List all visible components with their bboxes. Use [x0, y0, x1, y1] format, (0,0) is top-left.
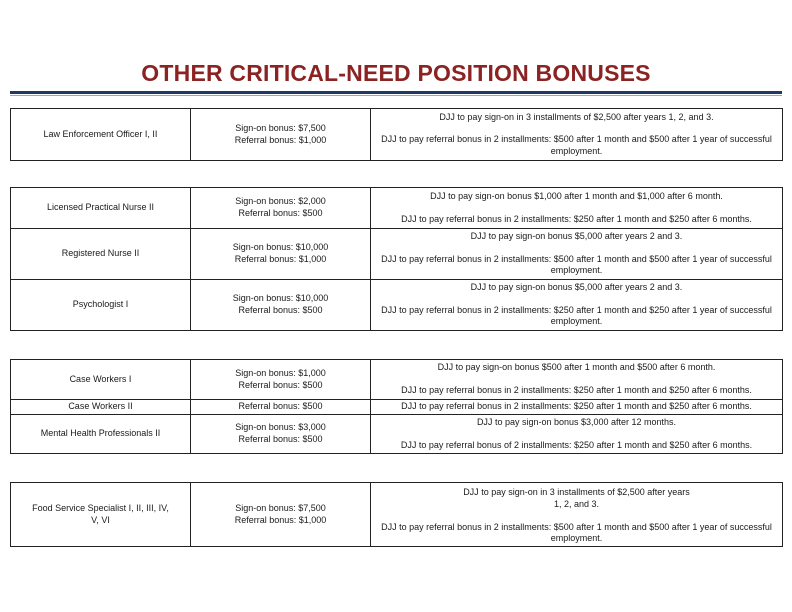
signon-bonus: Sign-on bonus: $2,000 [235, 196, 326, 207]
payment-cell [371, 483, 783, 547]
payment-signon: DJJ to pay sign-on in 3 installments of $2,500 after years 1, 2, and 3. [463, 487, 690, 509]
payment-cell [371, 400, 783, 415]
payment-signon: DJJ to pay sign-on bonus $5,000 after years 2 and 3. [470, 231, 683, 242]
payment-cell [371, 109, 783, 161]
referral-bonus: Referral bonus: $1,000 [234, 134, 327, 145]
signon-bonus: Sign-on bonus: $3,000 [235, 422, 326, 433]
payment-cell [371, 280, 783, 331]
bonus-cell [191, 188, 371, 229]
signon-bonus: Sign-on bonus: $10,000 [232, 293, 329, 304]
table-row [11, 188, 783, 229]
position-cell: Food Service Specialist I, II, III, IV, V, VI [11, 483, 191, 547]
bonus-table-medical [10, 187, 783, 331]
bonus-cell [191, 415, 371, 454]
payment-cell [371, 360, 783, 400]
referral-bonus: Referral bonus: $1,000 [234, 254, 327, 264]
title-divider-thin [10, 95, 782, 96]
payment-signon: DJJ to pay sign-on bonus $1,000 after 1 month and $1,000 after 6 month. [430, 190, 723, 201]
bonus-cell [191, 109, 371, 161]
bonus-table-food-service [10, 482, 783, 547]
table-row [11, 483, 783, 547]
position-cell: Law Enforcement Officer I, II [11, 109, 191, 161]
bonus-cell [191, 229, 371, 280]
payment-referral: DJJ to pay referral bonus in 2 installments: $250 after 1 month and $250 after 1 year of successful employment. [381, 304, 772, 327]
payment-referral: DJJ to pay referral bonus in 2 installments: $500 after 1 month and $500 after 1 year of successful employment. [381, 521, 772, 544]
payment-cell [371, 188, 783, 229]
signon-bonus: Sign-on bonus: $10,000 [232, 242, 329, 253]
position-cell: Psychologist I [11, 280, 191, 331]
signon-bonus: Sign-on bonus: $7,500 [235, 502, 326, 513]
page-title: OTHER CRITICAL-NEED POSITION BONUSES [141, 60, 651, 86]
referral-bonus: Referral bonus: $1,000 [234, 514, 327, 525]
referral-bonus: Referral bonus: $500 [238, 401, 323, 412]
table-row [11, 109, 783, 161]
payment-cell [371, 229, 783, 280]
payment-referral: DJJ to pay referral bonus in 2 installments: $500 after 1 month and $500 after 1 year of successful employment. [381, 134, 772, 156]
bonus-cell [191, 280, 371, 331]
referral-bonus: Referral bonus: $500 [238, 208, 323, 218]
bonus-table-law-enforcement [10, 108, 783, 161]
payment-referral: DJJ to pay referral bonus in 2 installments: $250 after 1 month and $250 after 6 months. [401, 385, 752, 395]
bonus-cell [191, 400, 371, 415]
position-cell: Case Workers II [11, 400, 191, 415]
payment-referral: DJJ to pay referral bonus in 2 installments: $250 after 1 month and $250 after 6 months. [401, 401, 752, 412]
referral-bonus: Referral bonus: $500 [238, 434, 323, 444]
payment-cell [371, 415, 783, 454]
signon-bonus: Sign-on bonus: $1,000 [235, 367, 326, 378]
payment-signon: DJJ to pay sign-on in 3 installments of $2,500 after years 1, 2, and 3. [439, 111, 714, 122]
payment-signon: DJJ to pay sign-on bonus $3,000 after 12 months. [476, 416, 677, 427]
position-cell: Registered Nurse II [11, 229, 191, 280]
position-cell: Licensed Practical Nurse II [11, 188, 191, 229]
table-row [11, 400, 783, 415]
payment-referral: DJJ to pay referral bonus of 2 installments: $250 after 1 month and $250 after 6 months. [400, 439, 753, 450]
referral-bonus: Referral bonus: $500 [238, 379, 323, 390]
referral-bonus: Referral bonus: $500 [238, 305, 323, 315]
table-row [11, 280, 783, 331]
position-cell: Mental Health Professionals II [11, 415, 191, 454]
payment-signon: DJJ to pay sign-on bonus $5,000 after years 2 and 3. [470, 282, 683, 293]
title-divider [10, 91, 782, 94]
position-cell: Case Workers I [11, 360, 191, 400]
table-row [11, 415, 783, 454]
payment-referral: DJJ to pay referral bonus in 2 installments: $500 after 1 month and $500 after 1 year of successful employment. [381, 253, 772, 276]
payment-referral: DJJ to pay referral bonus in 2 installments: $250 after 1 month and $250 after 6 months. [401, 213, 752, 224]
bonus-cell [191, 360, 371, 400]
table-row [11, 229, 783, 280]
bonus-table-case-workers [10, 359, 783, 454]
table-row [11, 360, 783, 400]
bonus-cell [191, 483, 371, 547]
payment-signon: DJJ to pay sign-on bonus $500 after 1 month and $500 after 6 month. [437, 362, 716, 373]
signon-bonus: Sign-on bonus: $7,500 [235, 122, 326, 133]
